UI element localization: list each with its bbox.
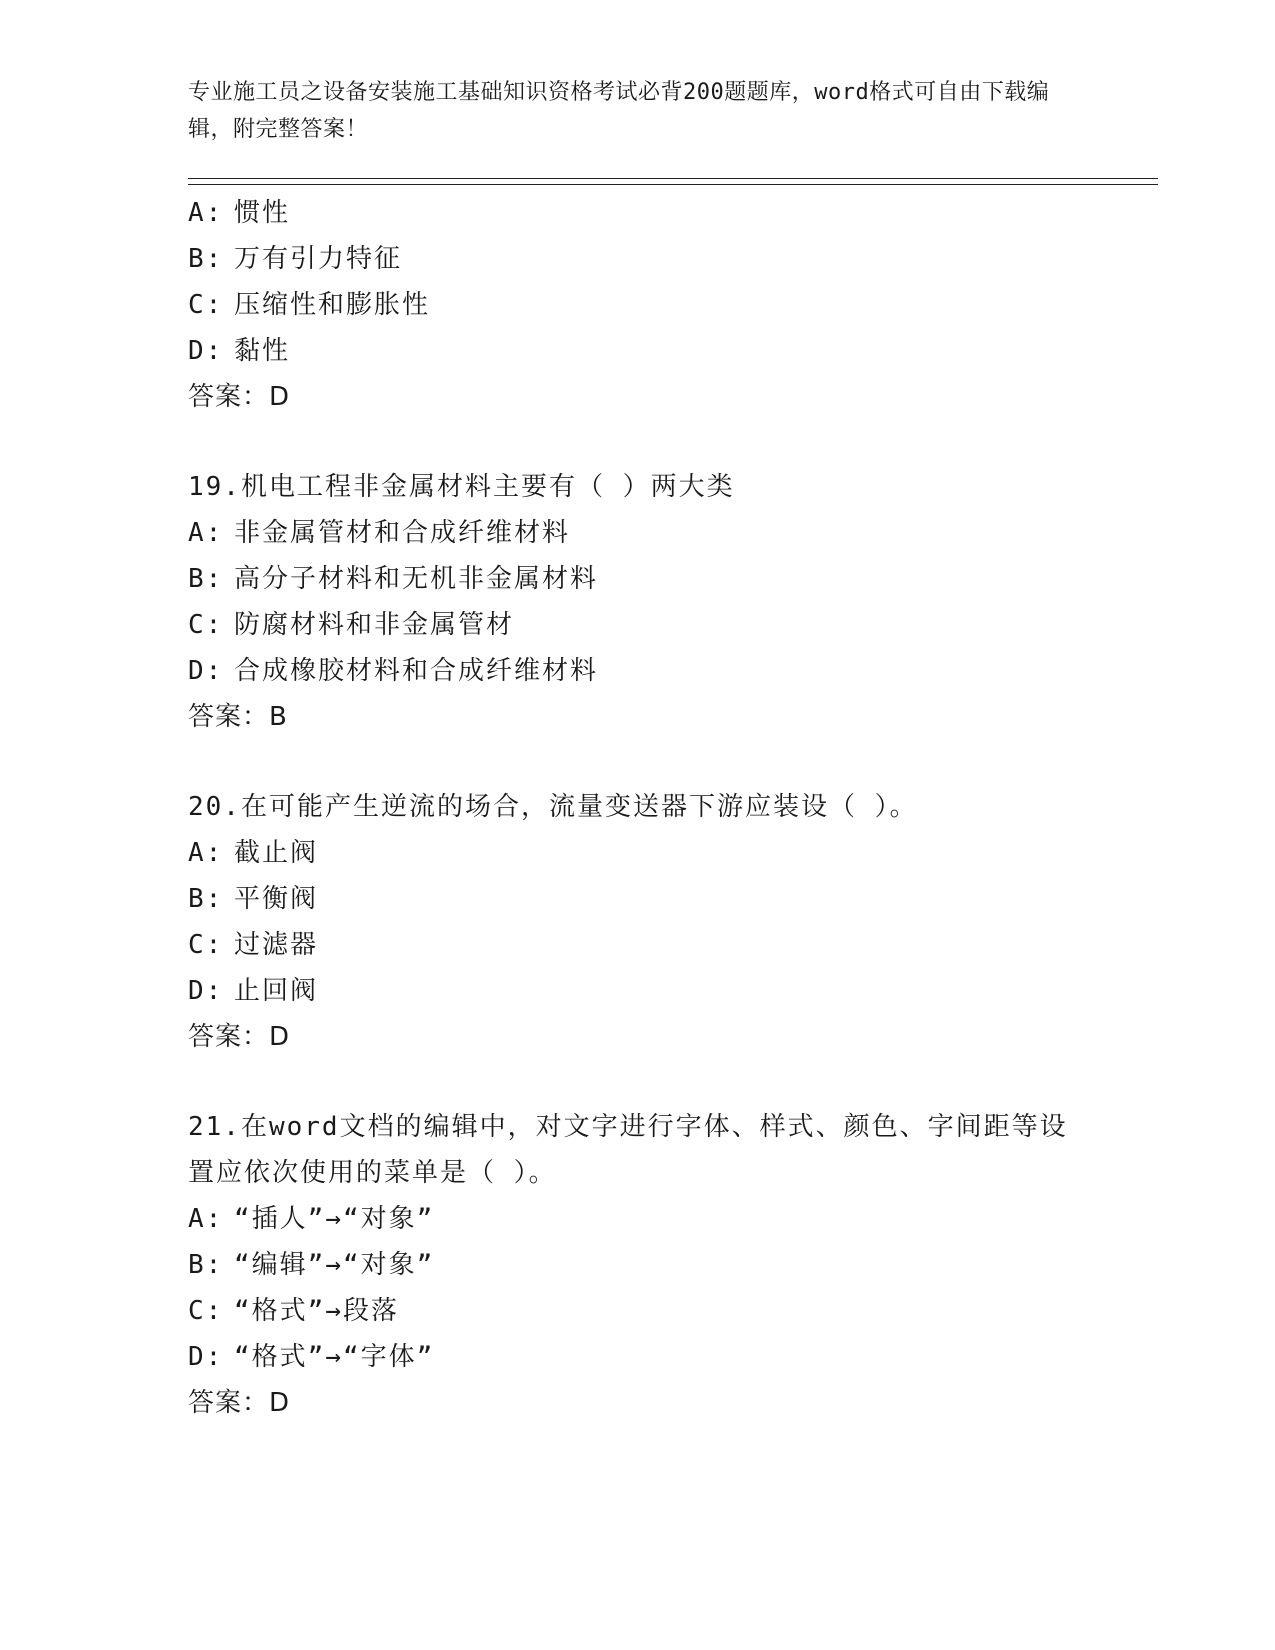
option-c (188, 602, 1088, 648)
option-text: 止回阀 (234, 976, 319, 1006)
option-key: A: (188, 198, 224, 228)
answer-line: 答案：D (188, 382, 291, 412)
option-text: “格式”→段落 (234, 1296, 399, 1326)
question-list (188, 190, 1088, 1426)
answer-line: 答案：D (188, 1388, 291, 1418)
option-c (188, 1288, 1088, 1334)
option-text: 防腐材料和非金属管材 (234, 610, 515, 640)
option-b (188, 876, 1088, 922)
option-text: 过滤器 (234, 930, 319, 960)
question-stem: 21.在word文档的编辑中，对文字进行字体、样式、颜色、字间距等设置应依次使用的菜单是（ ）。 (188, 1112, 1068, 1188)
option-text: 高分子材料和无机非金属材料 (234, 564, 599, 594)
option-b (188, 556, 1088, 602)
option-key: B: (188, 244, 224, 274)
question-stem: 20.在可能产生逆流的场合，流量变送器下游应装设（ ）。 (188, 792, 918, 822)
option-d (188, 1334, 1088, 1380)
option-key: C: (188, 610, 224, 640)
answer-line: 答案：B (188, 702, 288, 732)
header-divider-top (188, 178, 1158, 179)
option-text: 截止阀 (234, 838, 319, 868)
option-key: C: (188, 290, 224, 320)
option-b (188, 1242, 1088, 1288)
option-key: B: (188, 884, 224, 914)
question-19 (188, 464, 1088, 740)
option-text: 合成橡胶材料和合成纤维材料 (234, 656, 599, 686)
option-a (188, 830, 1088, 876)
option-key: A: (188, 518, 224, 548)
option-d (188, 648, 1088, 694)
option-key: C: (188, 1296, 224, 1326)
option-key: B: (188, 564, 224, 594)
option-key: A: (188, 1204, 224, 1234)
option-d (188, 328, 1088, 374)
question-18-partial (188, 190, 1088, 420)
option-d (188, 968, 1088, 1014)
option-key: A: (188, 838, 224, 868)
option-key: D: (188, 976, 224, 1006)
option-key: D: (188, 336, 224, 366)
option-text: 万有引力特征 (234, 244, 403, 274)
option-text: 压缩性和膨胀性 (234, 290, 431, 320)
option-c (188, 282, 1088, 328)
question-stem: 19.机电工程非金属材料主要有（ ）两大类 (188, 472, 735, 502)
option-text: “格式”→“字体” (234, 1342, 435, 1372)
option-key: B: (188, 1250, 224, 1280)
option-a (188, 190, 1088, 236)
option-text: “编辑”→“对象” (234, 1250, 435, 1280)
document-header: 专业施工员之设备安装施工基础知识资格考试必背200题题库，word格式可自由下载编辑，附完整答案！ (188, 80, 1050, 142)
option-a (188, 510, 1088, 556)
option-c (188, 922, 1088, 968)
answer-line: 答案：D (188, 1022, 291, 1052)
question-21 (188, 1104, 1088, 1426)
option-text: 黏性 (234, 336, 291, 366)
header-divider-bottom (188, 184, 1158, 185)
option-key: D: (188, 1342, 224, 1372)
option-a (188, 1196, 1088, 1242)
option-text: 惯性 (234, 198, 291, 228)
question-20 (188, 784, 1088, 1060)
option-key: D: (188, 656, 224, 686)
option-text: 平衡阀 (234, 884, 319, 914)
option-b (188, 236, 1088, 282)
option-text: “插人”→“对象” (234, 1204, 435, 1234)
option-key: C: (188, 930, 224, 960)
option-text: 非金属管材和合成纤维材料 (234, 518, 571, 548)
